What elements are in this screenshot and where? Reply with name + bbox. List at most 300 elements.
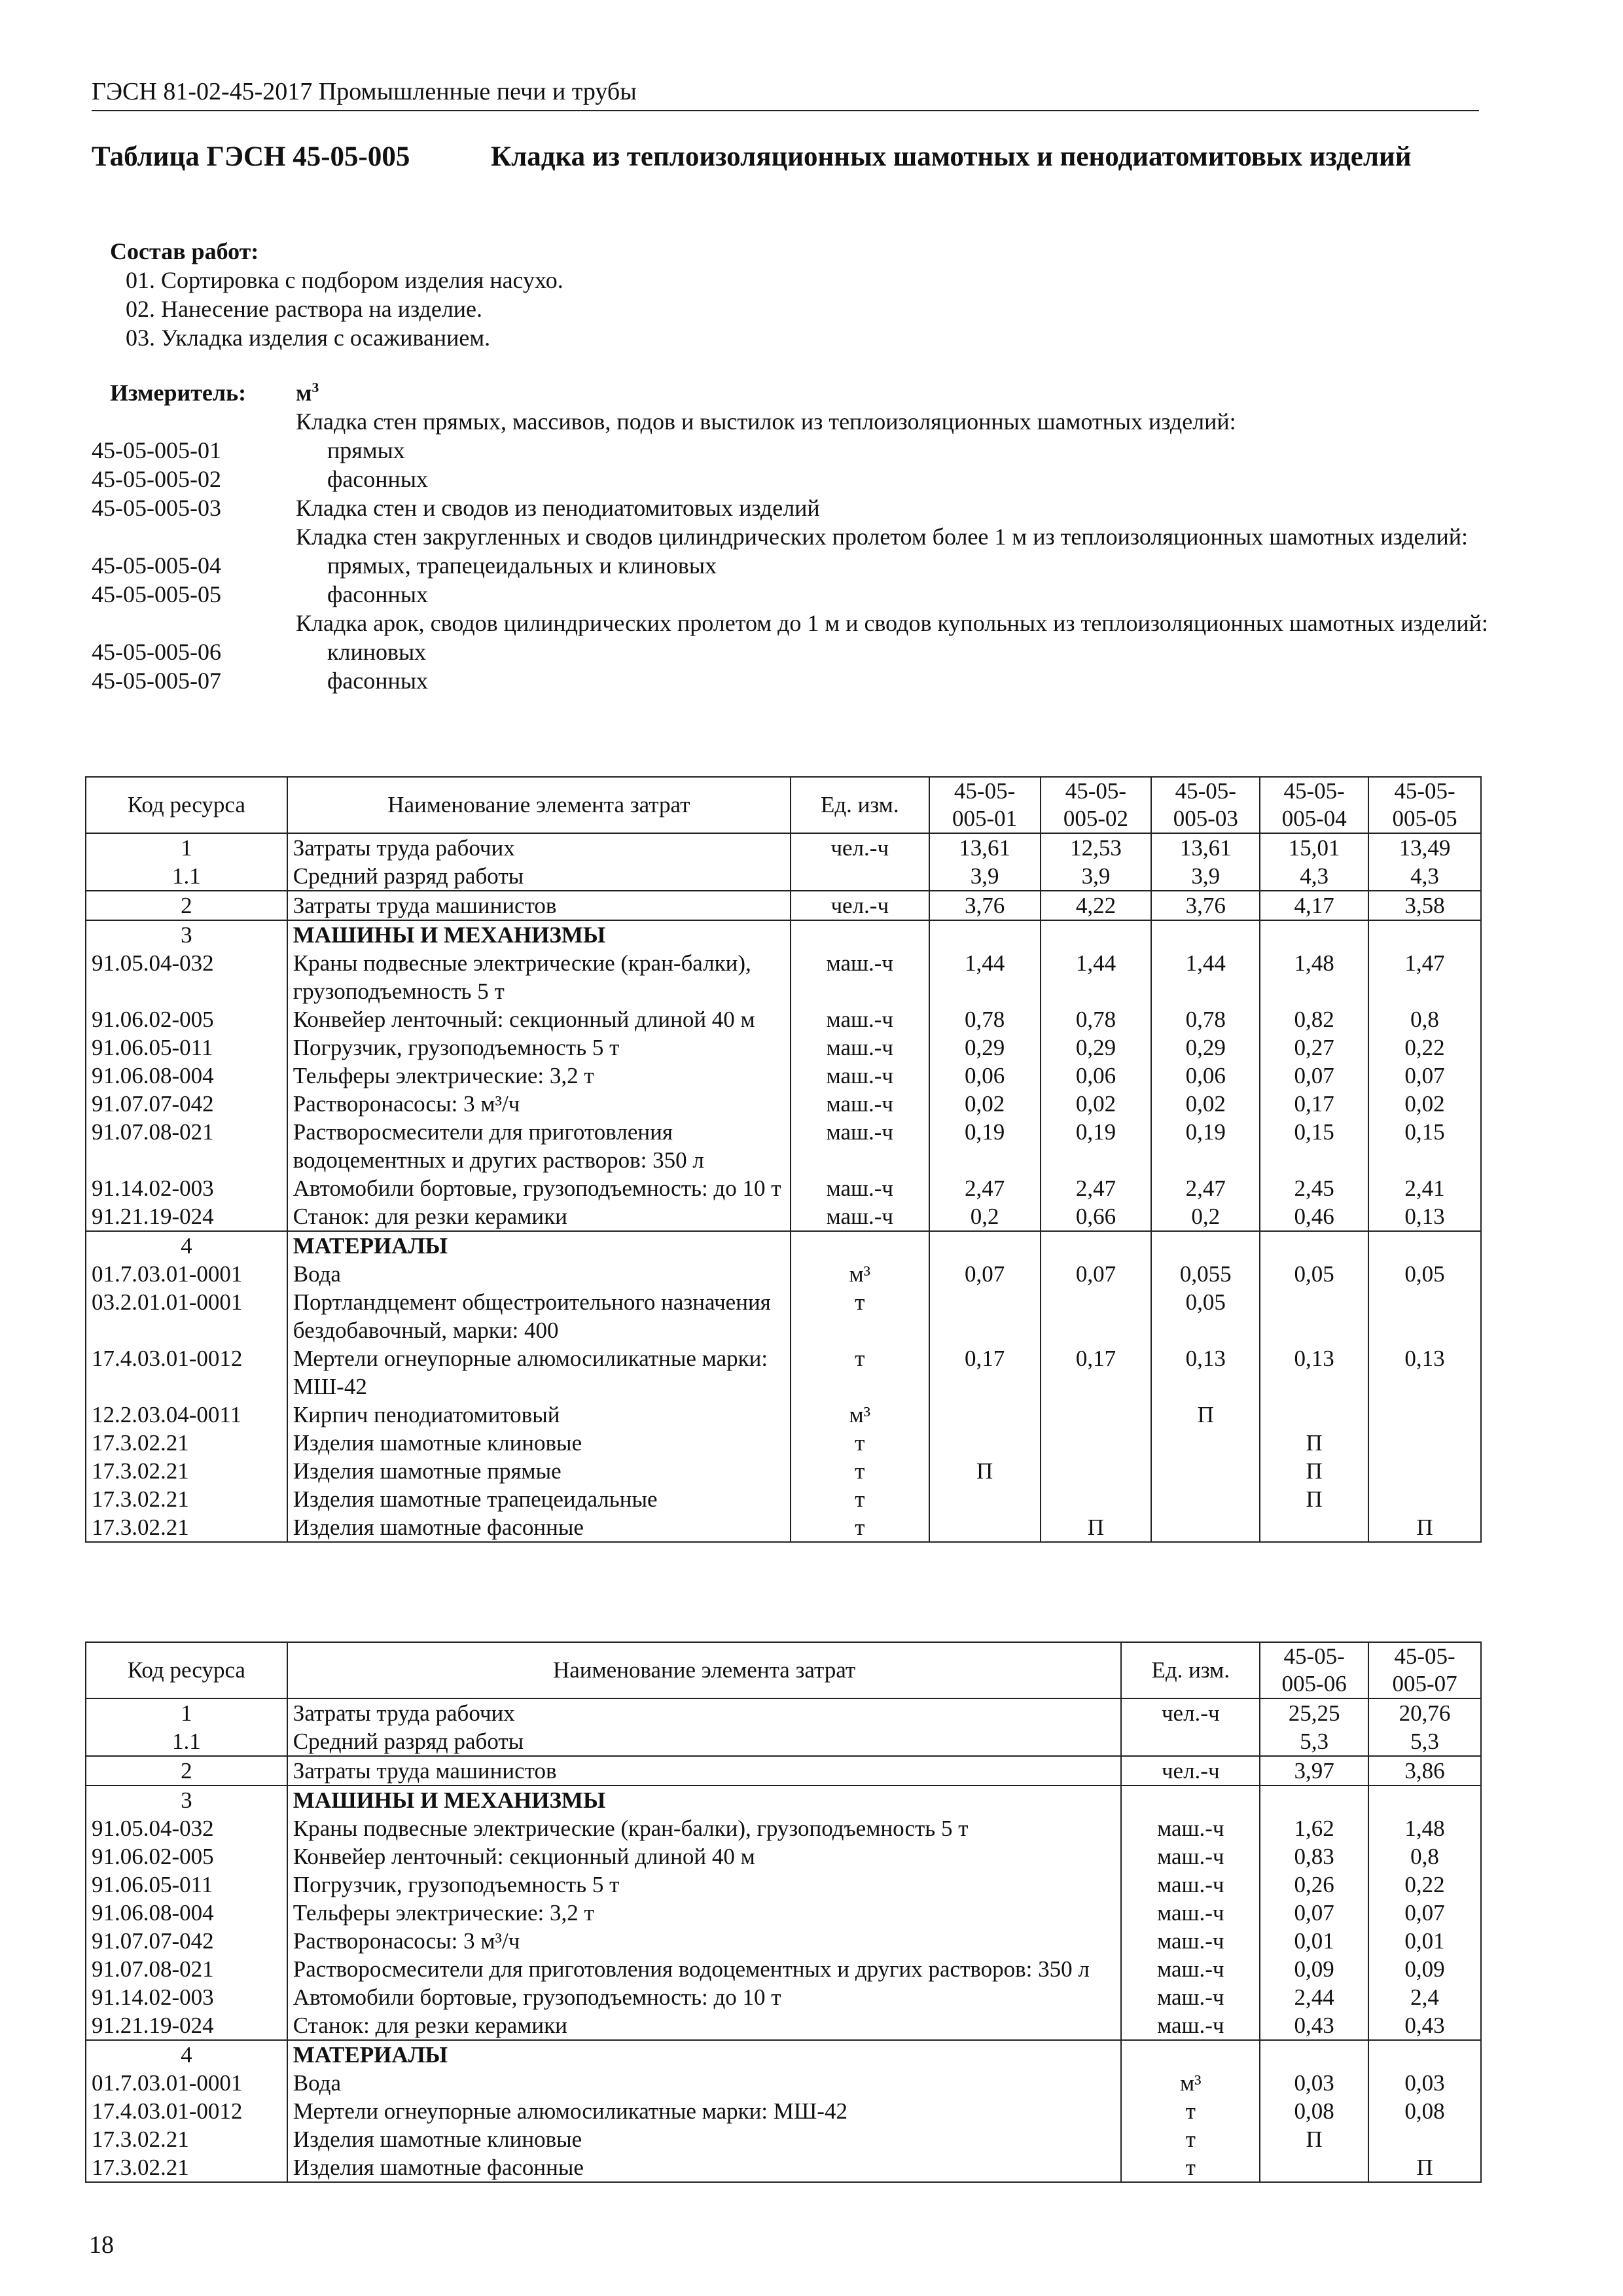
resource-unit: маш.-ч <box>1121 1871 1260 1899</box>
measure-text: фасонных <box>327 668 429 694</box>
resource-value <box>1368 1429 1481 1457</box>
resource-code: 91.07.08-021 <box>86 1118 287 1174</box>
resource-value <box>929 920 1041 949</box>
measure-unit-base: м <box>296 380 312 406</box>
measure-line <box>92 522 1479 551</box>
table-row <box>86 1785 1481 1814</box>
resource-name: Затраты труда рабочих <box>287 1698 1122 1727</box>
resource-unit: маш.-ч <box>791 1090 929 1118</box>
measure-line <box>92 666 1479 695</box>
resource-code: 17.3.02.21 <box>86 1429 287 1457</box>
resource-code: 3 <box>86 1785 287 1814</box>
table-row <box>86 1899 1481 1927</box>
resource-value: 0,46 <box>1260 1202 1368 1231</box>
resource-value: 2,47 <box>929 1174 1041 1202</box>
measure-code: 45-05-005-04 <box>92 552 221 579</box>
header-unit: Ед. изм. <box>1121 1642 1260 1698</box>
table-row <box>86 1288 1481 1344</box>
table-row <box>86 833 1481 862</box>
resource-value <box>1368 1485 1481 1513</box>
resource-value: 0,08 <box>1260 2097 1368 2125</box>
resource-value <box>1368 1231 1481 1260</box>
resource-name: МАШИНЫ И МЕХАНИЗМЫ <box>287 920 791 949</box>
resource-value <box>1260 1513 1368 1542</box>
resource-value: 4,3 <box>1260 862 1368 891</box>
resource-value: 1,44 <box>1151 949 1260 1005</box>
measure-text: прямых, трапецеидальных и клиновых <box>327 552 717 579</box>
resource-name: Автомобили бортовые, грузоподъемность: до 10 т <box>287 1983 1122 2011</box>
table-row <box>86 1814 1481 1842</box>
header-col: 45-05-005-07 <box>1368 1642 1481 1698</box>
resource-name: Автомобили бортовые, грузоподъемность: до 10 т <box>287 1174 791 1202</box>
resource-name: Растворосмесители для приготовления водоцементных и других растворов: 350 л <box>287 1955 1122 1983</box>
measure-text: Кладка стен и сводов из пенодиатомитовых изделий <box>296 495 820 521</box>
resource-value: 0,22 <box>1368 1033 1481 1062</box>
resource-value: 0,43 <box>1260 2011 1368 2040</box>
resource-value <box>1260 2153 1368 2182</box>
resource-value <box>1041 1429 1152 1457</box>
resource-value: 0,83 <box>1260 1842 1368 1871</box>
resource-name: Тельферы электрические: 3,2 т <box>287 1062 791 1090</box>
resource-unit <box>1121 2040 1260 2069</box>
resource-value: 0,29 <box>929 1033 1041 1062</box>
resource-value: 1,47 <box>1368 949 1481 1005</box>
resource-value: 2,47 <box>1151 1174 1260 1202</box>
measure-code: 45-05-005-03 <box>92 495 221 521</box>
resource-value: 0,78 <box>929 1005 1041 1033</box>
resource-value: 3,9 <box>1151 862 1260 891</box>
resource-value: 0,17 <box>1260 1090 1368 1118</box>
resource-value: 2,45 <box>1260 1174 1368 1202</box>
table-row <box>86 1401 1481 1429</box>
resource-value: 0,13 <box>1151 1344 1260 1401</box>
measure-line <box>92 637 1479 666</box>
table-row <box>86 1429 1481 1457</box>
resource-code: 91.06.02-005 <box>86 1005 287 1033</box>
measure-line <box>92 436 1479 465</box>
resource-value: 3,9 <box>1041 862 1152 891</box>
resource-value: 2,47 <box>1041 1174 1152 1202</box>
resource-value <box>1368 1401 1481 1429</box>
resource-unit: маш.-ч <box>791 1062 929 1090</box>
table-row <box>86 920 1481 949</box>
resource-value: 0,19 <box>1041 1118 1152 1174</box>
resource-value: 0,19 <box>929 1118 1041 1174</box>
resource-value <box>1151 1231 1260 1260</box>
resource-unit: чел.-ч <box>791 833 929 862</box>
resource-unit: маш.-ч <box>791 949 929 1005</box>
resource-value: 0,17 <box>929 1344 1041 1401</box>
resource-name: Конвейер ленточный: секционный длиной 40 м <box>287 1842 1122 1871</box>
header-col: 45-05-005-06 <box>1260 1642 1368 1698</box>
resource-value: 0,43 <box>1368 2011 1481 2040</box>
measure-line <box>92 580 1479 609</box>
table-row <box>86 2097 1481 2125</box>
resource-unit: т <box>791 1513 929 1542</box>
measure-line <box>92 407 1479 436</box>
resource-name: Изделия шамотные клиновые <box>287 1429 791 1457</box>
measure-line <box>92 609 1488 637</box>
measure-code: 45-05-005-07 <box>92 668 221 694</box>
resource-name: Краны подвесные электрические (кран-балки), грузоподъемность 5 т <box>287 949 791 1005</box>
table-row <box>86 1202 1481 1231</box>
resource-value: 0,07 <box>929 1260 1041 1288</box>
resource-unit <box>791 862 929 891</box>
resource-value: 0,07 <box>1041 1260 1152 1288</box>
resource-unit: маш.-ч <box>1121 2011 1260 2040</box>
resource-code: 91.07.07-042 <box>86 1090 287 1118</box>
resource-value <box>1041 1485 1152 1513</box>
resource-value: 3,58 <box>1368 891 1481 920</box>
resource-value: 2,41 <box>1368 1174 1481 1202</box>
resource-value: 0,02 <box>929 1090 1041 1118</box>
resource-unit <box>791 920 929 949</box>
resource-unit: чел.-ч <box>791 891 929 920</box>
resource-table-1 <box>85 776 1482 1543</box>
resource-value: 13,49 <box>1368 833 1481 862</box>
work-composition <box>110 237 563 352</box>
table-row <box>86 2069 1481 2097</box>
resource-value: 1,44 <box>1041 949 1152 1005</box>
resource-value <box>929 1429 1041 1457</box>
resource-code: 1.1 <box>86 1727 287 1756</box>
table-row <box>86 1090 1481 1118</box>
resource-unit <box>1121 1785 1260 1814</box>
resource-value: 0,29 <box>1151 1033 1260 1062</box>
header-col: 45-05-005-05 <box>1368 777 1481 833</box>
resource-code: 3 <box>86 920 287 949</box>
resource-code: 91.06.05-011 <box>86 1871 287 1899</box>
table-row <box>86 1871 1481 1899</box>
resource-code: 91.06.05-011 <box>86 1033 287 1062</box>
resource-value <box>1041 1457 1152 1485</box>
resource-value: 15,01 <box>1260 833 1368 862</box>
resource-value: П <box>1260 1429 1368 1457</box>
table-heading: Кладка из теплоизоляционных шамотных и пенодиатомитовых изделий <box>491 141 1412 172</box>
table-row <box>86 1513 1481 1542</box>
resource-code: 17.4.03.01-0012 <box>86 2097 287 2125</box>
resource-value: 5,3 <box>1260 1727 1368 1756</box>
resource-name: Погрузчик, грузоподъемность 5 т <box>287 1033 791 1062</box>
resource-name: Краны подвесные электрические (кран-балки), грузоподъемность 5 т <box>287 1814 1122 1842</box>
measure-text: клиновых <box>327 639 427 665</box>
resource-name: Средний разряд работы <box>287 862 791 891</box>
resource-value: 0,01 <box>1260 1927 1368 1955</box>
resource-value <box>1041 1231 1152 1260</box>
resource-name: Средний разряд работы <box>287 1727 1122 1756</box>
table-row <box>86 2153 1481 2182</box>
work-item: 02. Нанесение раствора на изделие. <box>126 296 483 322</box>
resource-value: П <box>1041 1513 1152 1542</box>
resource-value <box>1368 1457 1481 1485</box>
resource-value: 3,86 <box>1368 1756 1481 1785</box>
resource-code: 4 <box>86 1231 287 1260</box>
resource-unit: маш.-ч <box>791 1118 929 1174</box>
resource-name: Погрузчик, грузоподъемность 5 т <box>287 1871 1122 1899</box>
work-item: 03. Укладка изделия с осаживанием. <box>126 325 491 351</box>
resource-unit: т <box>1121 2153 1260 2182</box>
resource-unit: т <box>791 1288 929 1344</box>
resource-value: 0,02 <box>1368 1090 1481 1118</box>
resource-value: 0,17 <box>1041 1344 1152 1401</box>
resource-value: 2,4 <box>1368 1983 1481 2011</box>
measure-line <box>92 465 1479 493</box>
resource-value: 0,19 <box>1151 1118 1260 1174</box>
resource-unit: т <box>791 1457 929 1485</box>
running-header: ГЭСН 81-02-45-2017 Промышленные печи и трубы <box>92 77 1479 111</box>
resource-value: 0,66 <box>1041 1202 1152 1231</box>
resource-name: Кирпич пенодиатомитовый <box>287 1401 791 1429</box>
table-row <box>86 1062 1481 1090</box>
resource-name: Вода <box>287 2069 1122 2097</box>
resource-value: 0,15 <box>1368 1118 1481 1174</box>
resource-code: 91.14.02-003 <box>86 1174 287 1202</box>
resource-code: 2 <box>86 1756 287 1785</box>
resource-value: 0,09 <box>1368 1955 1481 1983</box>
resource-value: 4,3 <box>1368 862 1481 891</box>
resource-value: 0,08 <box>1368 2097 1481 2125</box>
measure-lines <box>92 407 1488 695</box>
resource-value: 1,48 <box>1368 1814 1481 1842</box>
resource-name: Изделия шамотные трапецеидальные <box>287 1485 791 1513</box>
resource-code: 91.06.02-005 <box>86 1842 287 1871</box>
resource-code: 03.2.01.01-0001 <box>86 1288 287 1344</box>
resource-unit <box>1121 1727 1260 1756</box>
table-row <box>86 1698 1481 1727</box>
resource-code: 91.21.19-024 <box>86 1202 287 1231</box>
resource-value: 4,17 <box>1260 891 1368 920</box>
resource-name: Мертели огнеупорные алюмосиликатные марки: МШ-42 <box>287 2097 1122 2125</box>
resource-value <box>1260 1231 1368 1260</box>
resource-name: МАТЕРИАЛЫ <box>287 2040 1122 2069</box>
header-col: 45-05-005-02 <box>1041 777 1152 833</box>
resource-value: П <box>1260 2125 1368 2153</box>
table-row <box>86 1118 1481 1174</box>
header-name: Наименование элемента затрат <box>287 1642 1122 1698</box>
table-row <box>86 2125 1481 2153</box>
resource-value: 0,02 <box>1151 1090 1260 1118</box>
resource-name: МАТЕРИАЛЫ <box>287 1231 791 1260</box>
resource-value: 0,13 <box>1368 1202 1481 1231</box>
table-row <box>86 891 1481 920</box>
resource-value <box>1041 1288 1152 1344</box>
resource-value: 0,07 <box>1368 1899 1481 1927</box>
resource-name: Тельферы электрические: 3,2 т <box>287 1899 1122 1927</box>
resource-value: 0,07 <box>1260 1062 1368 1090</box>
resource-value: 1,44 <box>929 949 1041 1005</box>
resource-value <box>1368 920 1481 949</box>
resource-unit: маш.-ч <box>791 1202 929 1231</box>
resource-code: 91.21.19-024 <box>86 2011 287 2040</box>
resource-code: 17.3.02.21 <box>86 2153 287 2182</box>
resource-value: 25,25 <box>1260 1698 1368 1727</box>
resource-unit: маш.-ч <box>1121 1955 1260 1983</box>
resource-value: 0,27 <box>1260 1033 1368 1062</box>
resource-value: 2,44 <box>1260 1983 1368 2011</box>
measure-text: фасонных <box>327 581 429 607</box>
resource-name: Затраты труда рабочих <box>287 833 791 862</box>
resource-unit: м³ <box>791 1260 929 1288</box>
resource-unit: м³ <box>791 1401 929 1429</box>
resource-value: 0,82 <box>1260 1005 1368 1033</box>
resource-value: 0,05 <box>1260 1260 1368 1288</box>
resource-value <box>1151 1429 1260 1457</box>
resource-value: 0,8 <box>1368 1842 1481 1871</box>
resource-name: Вода <box>287 1260 791 1288</box>
resource-value: 13,61 <box>929 833 1041 862</box>
resource-table-2 <box>85 1641 1482 2183</box>
resource-name: Затраты труда машинистов <box>287 891 791 920</box>
resource-value: 0,055 <box>1151 1260 1260 1288</box>
measure-row <box>92 378 1479 407</box>
header-code: Код ресурса <box>86 777 287 833</box>
resource-name: Мертели огнеупорные алюмосиликатные марки: МШ-42 <box>287 1344 791 1401</box>
resource-value: 13,61 <box>1151 833 1260 862</box>
resource-value: П <box>1368 1513 1481 1542</box>
measure-text: фасонных <box>327 466 429 492</box>
resource-code: 17.3.02.21 <box>86 1457 287 1485</box>
table-row <box>86 1260 1481 1288</box>
resource-value: 0,05 <box>1368 1260 1481 1288</box>
resource-code: 91.06.08-004 <box>86 1062 287 1090</box>
resource-value <box>1041 920 1152 949</box>
table-row <box>86 1457 1481 1485</box>
measure-unit-sup: 3 <box>312 380 319 395</box>
table-row <box>86 1231 1481 1260</box>
resource-name: Изделия шамотные клиновые <box>287 2125 1122 2153</box>
measure-text: Кладка арок, сводов цилиндрических пролетом до 1 м и сводов купольных из теплоизоляционных шамотных изделий: <box>296 610 1488 636</box>
measure-text: прямых <box>327 437 405 463</box>
resource-unit <box>791 1231 929 1260</box>
resource-unit: маш.-ч <box>791 1174 929 1202</box>
table-row <box>86 1756 1481 1785</box>
resource-code: 1 <box>86 1698 287 1727</box>
resource-name: МАШИНЫ И МЕХАНИЗМЫ <box>287 1785 1122 1814</box>
resource-code: 17.3.02.21 <box>86 2125 287 2153</box>
resource-value <box>929 1231 1041 1260</box>
resource-unit: т <box>1121 2125 1260 2153</box>
table-row <box>86 1344 1481 1401</box>
resource-unit: маш.-ч <box>1121 1899 1260 1927</box>
resource-value <box>1151 1457 1260 1485</box>
resource-unit: маш.-ч <box>1121 1983 1260 2011</box>
resource-value: 0,13 <box>1260 1344 1368 1401</box>
resource-value: 0,15 <box>1260 1118 1368 1174</box>
header-col: 45-05-005-04 <box>1260 777 1368 833</box>
resource-value <box>929 1513 1041 1542</box>
resource-name: Станок: для резки керамики <box>287 1202 791 1231</box>
resource-unit: маш.-ч <box>1121 1842 1260 1871</box>
measure-block <box>92 378 1488 695</box>
resource-code: 91.07.08-021 <box>86 1955 287 1983</box>
measure-code: 45-05-005-02 <box>92 466 221 492</box>
resource-name: Станок: для резки керамики <box>287 2011 1122 2040</box>
measure-code: 45-05-005-06 <box>92 639 221 665</box>
measure-line <box>92 551 1479 580</box>
resource-unit: маш.-ч <box>791 1005 929 1033</box>
resource-value: 1,62 <box>1260 1814 1368 1842</box>
resource-value: П <box>929 1457 1041 1485</box>
measure-text: Кладка стен закругленных и сводов цилиндрических пролетом более 1 м из теплоизоляционных шамотных изделий: <box>296 524 1469 550</box>
table-row <box>86 1174 1481 1202</box>
measure-code: 45-05-005-05 <box>92 581 221 607</box>
table-header-row <box>86 1642 1481 1698</box>
resource-code: 01.7.03.01-0001 <box>86 1260 287 1288</box>
table-row <box>86 2011 1481 2040</box>
resource-code: 91.05.04-032 <box>86 949 287 1005</box>
resource-value: 1,48 <box>1260 949 1368 1005</box>
resource-value <box>1260 1401 1368 1429</box>
resource-unit: т <box>791 1429 929 1457</box>
resource-unit: маш.-ч <box>1121 1927 1260 1955</box>
resource-code: 17.3.02.21 <box>86 1485 287 1513</box>
resource-value <box>1368 2040 1481 2069</box>
resource-code: 2 <box>86 891 287 920</box>
resource-value <box>929 1485 1041 1513</box>
resource-value: 0,03 <box>1260 2069 1368 2097</box>
resource-value: 0,06 <box>1151 1062 1260 1090</box>
resource-value: 4,22 <box>1041 891 1152 920</box>
resource-value: 0,2 <box>929 1202 1041 1231</box>
resource-value: 3,76 <box>1151 891 1260 920</box>
resource-value: 0,06 <box>929 1062 1041 1090</box>
measure-text: Кладка стен прямых, массивов, подов и выстилок из теплоизоляционных шамотных изделий: <box>296 408 1236 435</box>
resource-unit: чел.-ч <box>1121 1756 1260 1785</box>
resource-value <box>929 1401 1041 1429</box>
resource-value: П <box>1260 1485 1368 1513</box>
resource-name: Изделия шамотные фасонные <box>287 2153 1122 2182</box>
resource-value: 0,78 <box>1041 1005 1152 1033</box>
resource-value: 0,09 <box>1260 1955 1368 1983</box>
resource-value: 3,76 <box>929 891 1041 920</box>
measure-line <box>92 493 1479 522</box>
resource-value: 20,76 <box>1368 1698 1481 1727</box>
page-number: 18 <box>89 2231 114 2259</box>
resource-code: 1 <box>86 833 287 862</box>
resource-code: 4 <box>86 2040 287 2069</box>
resource-value: 0,8 <box>1368 1005 1481 1033</box>
resource-value: 0,07 <box>1368 1062 1481 1090</box>
table-row <box>86 1485 1481 1513</box>
resource-unit: т <box>791 1344 929 1401</box>
resource-code: 91.05.04-032 <box>86 1814 287 1842</box>
resource-unit: т <box>791 1485 929 1513</box>
resource-name: Изделия шамотные фасонные <box>287 1513 791 1542</box>
resource-value: 0,05 <box>1151 1288 1260 1344</box>
resource-value <box>1151 1485 1260 1513</box>
resource-value: 0,78 <box>1151 1005 1260 1033</box>
table-row <box>86 2040 1481 2069</box>
resource-value: 0,29 <box>1041 1033 1152 1062</box>
resource-value: 0,02 <box>1041 1090 1152 1118</box>
resource-value: 5,3 <box>1368 1727 1481 1756</box>
resource-value: 0,06 <box>1041 1062 1152 1090</box>
header-name: Наименование элемента затрат <box>287 777 791 833</box>
measure-unit <box>296 378 1539 407</box>
resource-value: 0,03 <box>1368 2069 1481 2097</box>
resource-value: 0,26 <box>1260 1871 1368 1899</box>
resource-code: 91.07.07-042 <box>86 1927 287 1955</box>
resource-value: 3,97 <box>1260 1756 1368 1785</box>
resource-value: П <box>1151 1401 1260 1429</box>
resource-unit: м³ <box>1121 2069 1260 2097</box>
resource-code: 01.7.03.01-0001 <box>86 2069 287 2097</box>
header-col: 45-05-005-01 <box>929 777 1041 833</box>
resource-value <box>929 1288 1041 1344</box>
table-row <box>86 862 1481 891</box>
table-row <box>86 1983 1481 2011</box>
table-header-row <box>86 777 1481 833</box>
